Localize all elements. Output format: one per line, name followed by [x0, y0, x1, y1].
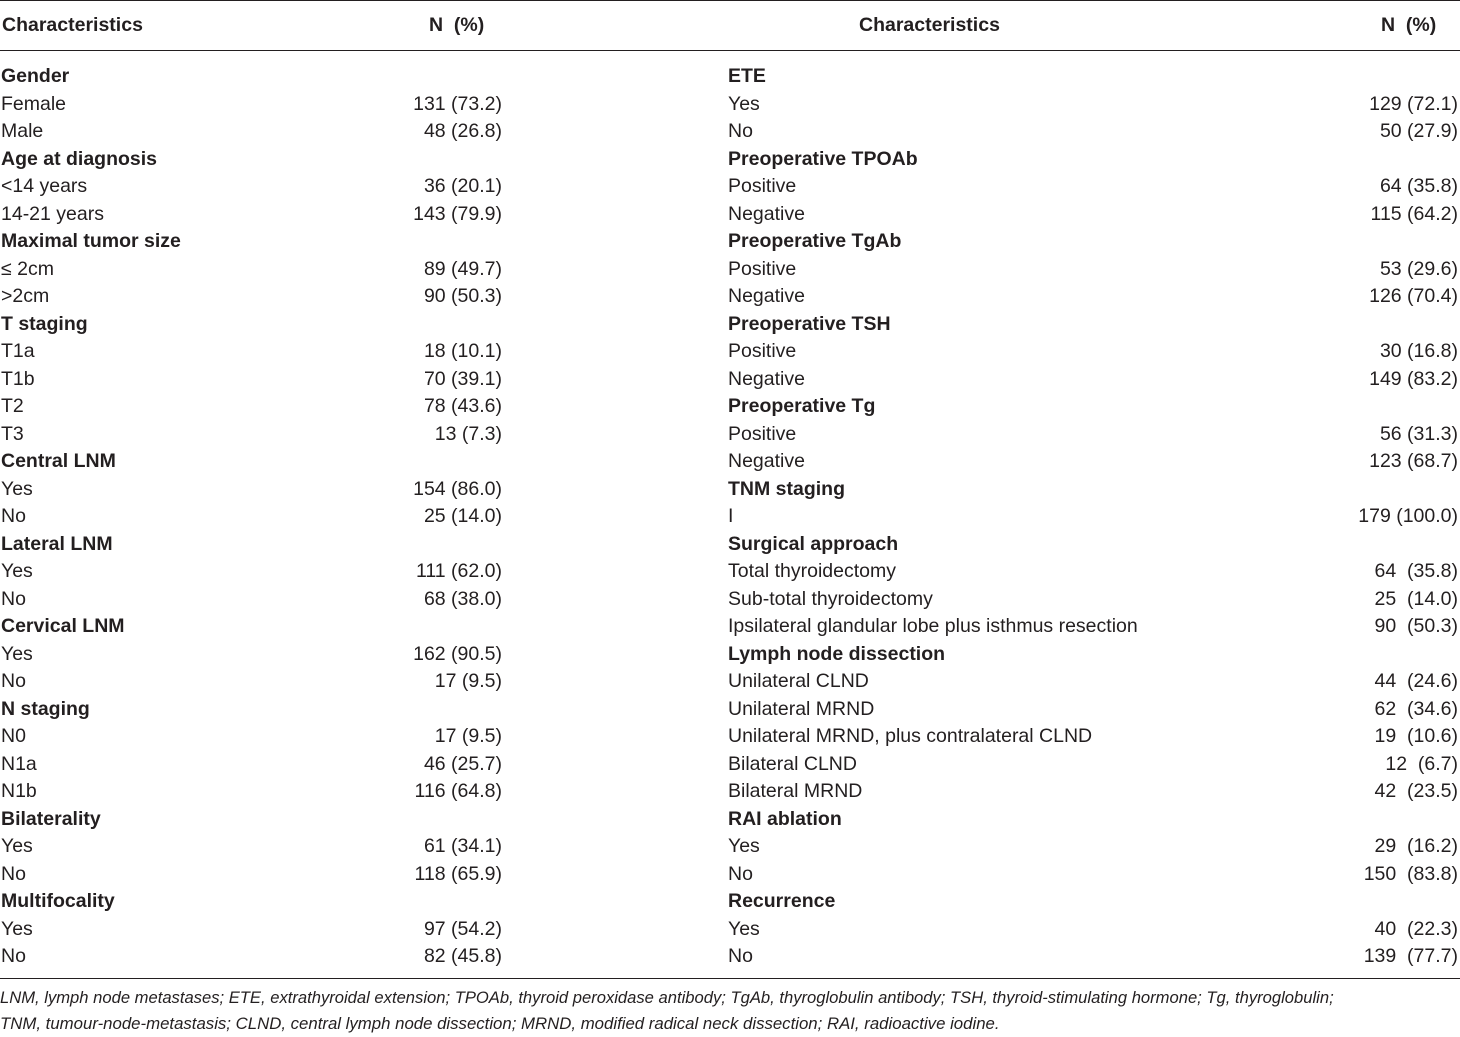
row-value: 53 (29.6): [1379, 257, 1458, 280]
row-value: 36 (20.1): [423, 175, 502, 197]
header-right-n-percent: N (%): [1381, 14, 1437, 36]
table-bottom-rule: [0, 978, 1460, 979]
row-label: T3: [1, 422, 24, 445]
row-value: 56 (31.3): [1379, 422, 1458, 445]
table-row: [728, 833, 1458, 861]
table-row: [1, 338, 502, 366]
table-row: [1, 366, 502, 394]
table-row: [1, 558, 502, 586]
row-label: Unilateral MRND: [728, 697, 875, 720]
category-label: Preoperative Tg: [728, 395, 876, 417]
row-value: 48 (26.8): [423, 120, 502, 142]
row-value: 42 (23.5): [1374, 780, 1458, 802]
table-row: [1, 256, 502, 284]
table-row: [1, 118, 502, 146]
row-label: Yes: [1, 560, 33, 582]
table-row: [728, 613, 1458, 641]
category-label: T staging: [1, 312, 88, 335]
row-label: Female: [1, 92, 67, 115]
category-label: N staging: [1, 697, 90, 720]
row-label: No: [1, 587, 26, 610]
category-label: Surgical approach: [728, 532, 899, 555]
row-label: Yes: [1, 835, 33, 857]
category-header-row: [1, 806, 502, 834]
row-value: 115 (64.2): [1370, 202, 1458, 225]
row-label: Positive: [728, 340, 797, 362]
category-header-row: [1, 63, 502, 91]
row-label: T1b: [1, 367, 35, 390]
row-label: N0: [1, 725, 26, 747]
category-header-row: [1, 888, 502, 916]
category-label: Multifocality: [1, 890, 115, 912]
category-label: Preoperative TgAb: [728, 230, 902, 252]
row-label: Total thyroidectomy: [728, 560, 896, 582]
table-row: [728, 173, 1458, 201]
row-label: T2: [1, 395, 24, 417]
table-row: [1, 503, 502, 531]
row-label: No: [1, 505, 26, 527]
row-label: Yes: [728, 835, 760, 857]
category-label: Cervical LNM: [1, 615, 125, 637]
header-left-n-percent: N (%): [429, 14, 485, 36]
row-label: No: [728, 945, 753, 967]
category-label: Preoperative TPOAb: [728, 147, 918, 170]
category-label: Lateral LNM: [1, 532, 113, 555]
row-label: Negative: [728, 285, 805, 307]
row-label: T1a: [1, 340, 35, 362]
row-label: No: [728, 862, 753, 885]
table-top-rule: [0, 0, 1460, 1]
row-label: No: [1, 670, 26, 692]
table-row: [1, 586, 502, 614]
category-header-row: [728, 476, 1458, 504]
table-row: [1, 641, 502, 669]
row-label: N1b: [1, 780, 37, 802]
category-header-row: [728, 806, 1458, 834]
table-row: [1, 393, 502, 421]
row-label: Sub-total thyroidectomy: [728, 587, 933, 610]
category-header-row: [728, 228, 1458, 256]
table-row: [1, 283, 502, 311]
row-label: ≤ 2cm: [1, 257, 54, 280]
row-value: 68 (38.0): [423, 587, 502, 610]
category-label: Lymph node dissection: [728, 642, 946, 665]
table-row: [728, 256, 1458, 284]
table-row: [1, 943, 502, 971]
row-value: 149 (83.2): [1369, 367, 1458, 390]
row-label: Positive: [728, 257, 797, 280]
row-value: 82 (45.8): [423, 945, 502, 967]
row-value: 129 (72.1): [1369, 92, 1458, 115]
table-row: [728, 421, 1458, 449]
row-value: 44 (24.6): [1374, 670, 1458, 692]
row-value: 118 (65.9): [414, 862, 502, 885]
table-row: [1, 778, 502, 806]
table-row: [728, 283, 1458, 311]
row-value: 90 (50.3): [423, 285, 502, 307]
category-header-row: [728, 311, 1458, 339]
row-value: 17 (9.5): [434, 725, 502, 747]
row-label: Unilateral MRND, plus contralateral CLND: [728, 725, 1093, 747]
row-label: Negative: [728, 367, 805, 390]
row-label: No: [728, 120, 753, 142]
category-header-row: [1, 448, 502, 476]
row-value: 46 (25.7): [423, 752, 502, 775]
row-label: Unilateral CLND: [728, 670, 869, 692]
row-label: Yes: [1, 642, 33, 665]
table-row: [728, 916, 1458, 944]
row-value: 89 (49.7): [423, 257, 502, 280]
row-value: 126 (70.4): [1369, 285, 1458, 307]
row-label: Positive: [728, 422, 797, 445]
table-row: [728, 586, 1458, 614]
table-row: [1, 201, 502, 229]
table-row: [728, 448, 1458, 476]
row-label: Male: [1, 120, 44, 142]
row-value: 50 (27.9): [1379, 120, 1458, 142]
row-value: 40 (22.3): [1374, 917, 1458, 940]
category-label: ETE: [728, 65, 766, 87]
table-row: [1, 668, 502, 696]
row-value: 139 (77.7): [1363, 945, 1458, 967]
row-value: 150 (83.8): [1363, 862, 1458, 885]
row-value: 25 (14.0): [423, 505, 502, 527]
table-row: [728, 366, 1458, 394]
row-value: 13 (7.3): [434, 422, 502, 445]
row-label: Yes: [1, 917, 33, 940]
row-value: 12 (6.7): [1385, 752, 1458, 775]
table-row: [728, 723, 1458, 751]
row-label: Negative: [728, 450, 805, 472]
table-row: [1, 173, 502, 201]
category-header-row: [728, 531, 1458, 559]
table-row: [1, 833, 502, 861]
row-label: I: [728, 505, 734, 527]
row-value: 25 (14.0): [1374, 587, 1458, 610]
category-label: Age at diagnosis: [1, 147, 158, 170]
row-value: 116 (64.8): [414, 780, 502, 802]
row-label: <14 years: [1, 175, 88, 197]
category-header-row: [1, 696, 502, 724]
category-header-row: [728, 63, 1458, 91]
table-row: [728, 91, 1458, 119]
row-label: Bilateral MRND: [728, 780, 863, 802]
category-header-row: [1, 613, 502, 641]
row-label: No: [1, 862, 26, 885]
row-value: 143 (79.9): [413, 202, 502, 225]
category-header-row: [728, 393, 1458, 421]
row-value: 64 (35.8): [1374, 560, 1458, 582]
row-label: >2cm: [1, 285, 50, 307]
table-row: [728, 118, 1458, 146]
category-label: TNM staging: [728, 477, 845, 500]
row-value: 30 (16.8): [1379, 340, 1458, 362]
row-label: Yes: [728, 92, 760, 115]
row-value: 154 (86.0): [413, 477, 502, 500]
row-label: 14-21 years: [1, 202, 104, 225]
row-value: 61 (34.1): [423, 835, 502, 857]
category-header-row: [1, 146, 502, 174]
category-label: Central LNM: [1, 450, 116, 472]
header-left-characteristics: Characteristics: [2, 14, 143, 36]
row-label: No: [1, 945, 26, 967]
table-row: [728, 338, 1458, 366]
row-value: 62 (34.6): [1374, 697, 1458, 720]
table-row: [728, 696, 1458, 724]
table-row: [728, 668, 1458, 696]
row-value: 70 (39.1): [423, 367, 502, 390]
row-value: 97 (54.2): [423, 917, 502, 940]
category-header-row: [728, 146, 1458, 174]
category-label: Gender: [1, 65, 70, 87]
table-row: [728, 751, 1458, 779]
row-value: 123 (68.7): [1369, 450, 1458, 472]
row-value: 162 (90.5): [413, 642, 502, 665]
row-label: N1a: [1, 752, 37, 775]
table-row: [1, 476, 502, 504]
table-row: [728, 943, 1458, 971]
table-row: [728, 861, 1458, 889]
category-header-row: [1, 311, 502, 339]
table-row: [1, 916, 502, 944]
row-value: 17 (9.5): [434, 670, 502, 692]
row-value: 111 (62.0): [416, 560, 502, 582]
table-row: [728, 778, 1458, 806]
row-value: 131 (73.2): [413, 92, 502, 115]
row-label: Ipsilateral glandular lobe plus isthmus resection: [728, 615, 1138, 637]
row-value: 29 (16.2): [1374, 835, 1458, 857]
table-row: [728, 201, 1458, 229]
header-right-characteristics: Characteristics: [859, 14, 1000, 36]
row-value: 18 (10.1): [423, 340, 502, 362]
row-value: 90 (50.3): [1374, 615, 1458, 637]
table-row: [1, 421, 502, 449]
row-label: Yes: [728, 917, 760, 940]
row-label: Bilateral CLND: [728, 752, 857, 775]
category-label: Maximal tumor size: [1, 230, 181, 252]
header-rule: [0, 50, 1460, 51]
table-row: [1, 861, 502, 889]
table-row: [1, 723, 502, 751]
row-value: 78 (43.6): [423, 395, 502, 417]
category-label: Recurrence: [728, 890, 836, 912]
category-label: Preoperative TSH: [728, 312, 891, 335]
footnote-line-2: TNM, tumour-node-metastasis; CLND, central lymph node dissection; MRND, modified radical neck dissection; RAI, radioactive iodine.: [0, 1014, 1000, 1033]
table-row: [1, 751, 502, 779]
category-header-row: [728, 888, 1458, 916]
category-label: RAI ablation: [728, 807, 842, 830]
row-label: Negative: [728, 202, 805, 225]
row-label: Positive: [728, 175, 797, 197]
category-header-row: [1, 531, 502, 559]
row-value: 179 (100.0): [1358, 505, 1458, 527]
row-value: 19 (10.6): [1374, 725, 1458, 747]
table-row: [1, 91, 502, 119]
table-row: [728, 503, 1458, 531]
category-header-row: [728, 641, 1458, 669]
row-value: 64 (35.8): [1379, 175, 1458, 197]
category-header-row: [1, 228, 502, 256]
category-label: Bilaterality: [1, 807, 101, 830]
footnote-line-1: LNM, lymph node metastases; ETE, extrathyroidal extension; TPOAb, thyroid peroxidase antibody; TgAb, thyroglobulin antibody; TSH, thyroid-stimulating hormone; Tg, thyroglobulin;: [0, 988, 1334, 1007]
row-label: Yes: [1, 477, 33, 500]
table-row: [728, 558, 1458, 586]
